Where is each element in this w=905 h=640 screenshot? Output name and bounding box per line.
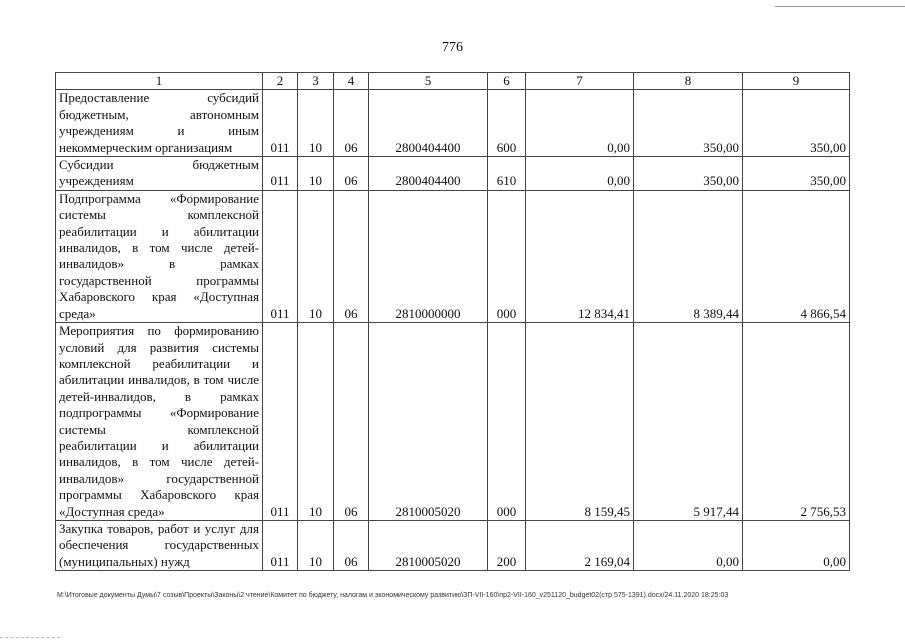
value-cell-3: 10: [298, 157, 334, 191]
header-cell: 8: [634, 73, 743, 90]
value-cell-7: 0,00: [526, 157, 634, 191]
row-name-cell: Закупка товаров, работ и услуг для обеспечения государственных (муниципальных) нужд: [56, 520, 263, 570]
header-cell: 2: [263, 73, 298, 90]
header-cell: 5: [369, 73, 488, 90]
header-cell: 6: [488, 73, 526, 90]
value-cell-4: 06: [334, 323, 369, 521]
value-cell-4: 06: [334, 520, 369, 570]
value-cell-2: 011: [263, 323, 298, 521]
value-cell-6: 200: [488, 520, 526, 570]
value-cell-9: 350,00: [743, 90, 850, 157]
row-name-cell: Субсидии бюджетным учреждениям: [56, 157, 263, 191]
value-cell-4: 06: [334, 90, 369, 157]
header-cell: 4: [334, 73, 369, 90]
header-cell: 3: [298, 73, 334, 90]
row-name-cell: Предоставление субсидий бюджетным, автономным учреждениям и иным некоммерческим организациям: [56, 90, 263, 157]
value-cell-5: 2800404400: [369, 157, 488, 191]
header-cell: 1: [56, 73, 263, 90]
value-cell-5: 2810000000: [369, 190, 488, 322]
table-row: [56, 190, 850, 322]
divider: [0, 637, 60, 638]
value-cell-9: 2 756,53: [743, 323, 850, 521]
value-cell-2: 011: [263, 190, 298, 322]
value-cell-2: 011: [263, 520, 298, 570]
value-cell-6: 000: [488, 190, 526, 322]
divider: [775, 6, 905, 7]
table-row: [56, 157, 850, 191]
table-row: [56, 323, 850, 521]
value-cell-8: 350,00: [634, 157, 743, 191]
value-cell-3: 10: [298, 323, 334, 521]
value-cell-2: 011: [263, 157, 298, 191]
value-cell-5: 2800404400: [369, 90, 488, 157]
value-cell-7: 8 159,45: [526, 323, 634, 521]
value-cell-8: 8 389,44: [634, 190, 743, 322]
value-cell-3: 10: [298, 90, 334, 157]
row-name-cell: Подпрограмма «Формирование системы комплексной реабилитации и абилитации инвалидов, в том числе детей-инвалидов» в рамках государственной программы Хабаровского края «Доступная среда»: [56, 190, 263, 322]
value-cell-4: 06: [334, 157, 369, 191]
value-cell-8: 350,00: [634, 90, 743, 157]
value-cell-8: 5 917,44: [634, 323, 743, 521]
header-cell: 7: [526, 73, 634, 90]
row-name-cell: Мероприятия по формированию условий для развития системы комплексной реабилитации и абилитации инвалидов, в том числе детей-инвалидов, в рамках подпрограммы «Формирование системы комплексной реабилитации и абилитации инвалидов, в том числе детей-инвалидов» государственной программы Хабаровского края «Доступная среда»: [56, 323, 263, 521]
budget-table: [55, 72, 850, 571]
value-cell-7: 12 834,41: [526, 190, 634, 322]
value-cell-8: 0,00: [634, 520, 743, 570]
value-cell-4: 06: [334, 190, 369, 322]
value-cell-3: 10: [298, 190, 334, 322]
value-cell-9: 4 866,54: [743, 190, 850, 322]
value-cell-6: 610: [488, 157, 526, 191]
value-cell-3: 10: [298, 520, 334, 570]
value-cell-7: 2 169,04: [526, 520, 634, 570]
value-cell-9: 350,00: [743, 157, 850, 191]
value-cell-2: 011: [263, 90, 298, 157]
value-cell-5: 2810005020: [369, 323, 488, 521]
header-row: [56, 73, 850, 90]
value-cell-9: 0,00: [743, 520, 850, 570]
value-cell-5: 2810005020: [369, 520, 488, 570]
page-number: 776: [442, 40, 463, 55]
header-cell: 9: [743, 73, 850, 90]
value-cell-6: 600: [488, 90, 526, 157]
table-row: [56, 520, 850, 570]
table-row: [56, 90, 850, 157]
value-cell-6: 000: [488, 323, 526, 521]
value-cell-7: 0,00: [526, 90, 634, 157]
file-path-footer: M:\Итоговые документы Думы\7 созыв\Проекты\Законы\2 чтение\Комитет по бюджету, налогам и экономическому развитию\ЗП-VII-160\пр2-VII-160_v251120_budget02(стр 575-1391).docx/24.11.2020 18:25:03: [57, 592, 729, 599]
